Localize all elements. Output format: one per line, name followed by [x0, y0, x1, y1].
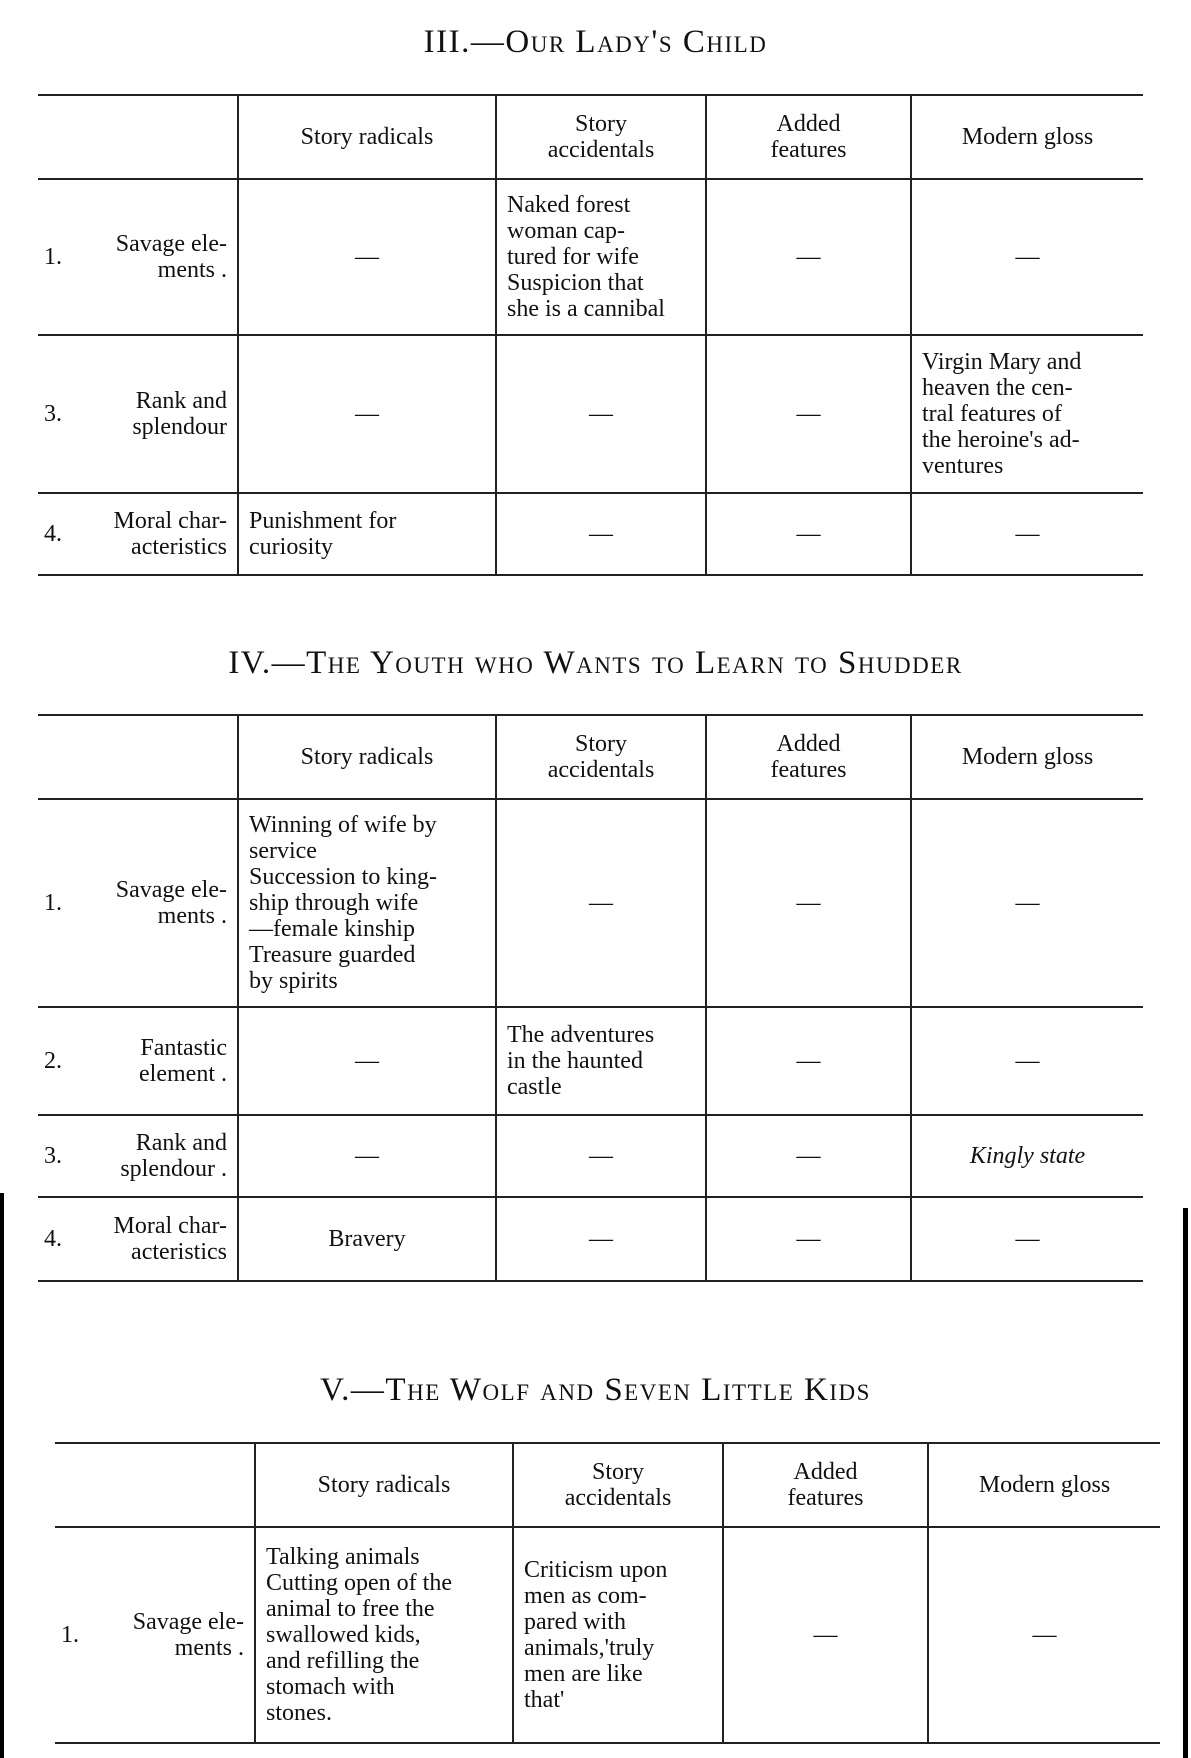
row-label-text: Rank and splendour . [120, 1130, 227, 1182]
row-label-text: Fantastic element . [139, 1035, 227, 1087]
table-row [55, 1527, 1160, 1743]
table-row [38, 179, 1143, 335]
row-number: 1. [44, 890, 62, 916]
section-title: IV.—The Youth who Wants to Learn to Shudder [228, 645, 963, 681]
cell-story-radicals: — [238, 335, 496, 493]
row-label [38, 1115, 238, 1197]
cell-added-features: — [723, 1527, 928, 1743]
row-number: 3. [44, 401, 62, 427]
page-edge-rule-right [1183, 1208, 1188, 1758]
cell-added-features: — [706, 179, 911, 335]
header-row [55, 1443, 1160, 1527]
cell-modern-gloss: Kingly state [911, 1115, 1143, 1197]
row-label [38, 493, 238, 575]
row-label [55, 1527, 255, 1743]
cell-modern-gloss: — [911, 1007, 1143, 1115]
cell-modern-gloss: — [911, 799, 1143, 1007]
table-row [38, 493, 1143, 575]
cell-story-accidentals: Criticism upon men as com- pared with animals,'truly men are like that' [513, 1527, 723, 1743]
page-edge-rule-left [0, 1193, 4, 1758]
cell-story-accidentals: — [496, 493, 706, 575]
cell-added-features: — [706, 1007, 911, 1115]
header-added-features: Added features [706, 715, 911, 799]
header-modern-gloss: Modern gloss [911, 95, 1143, 179]
row-label [38, 335, 238, 493]
header-story-radicals: Story radicals [255, 1443, 513, 1527]
section-title: V.—The Wolf and Seven Little Kids [320, 1372, 871, 1408]
row-number: 3. [44, 1143, 62, 1169]
row-label [38, 179, 238, 335]
cell-story-accidentals: — [496, 335, 706, 493]
cell-story-radicals: Punishment for curiosity [238, 493, 496, 575]
header-story-accidentals: Story accidentals [496, 715, 706, 799]
header-modern-gloss: Modern gloss [928, 1443, 1160, 1527]
header-story-radicals: Story radicals [238, 715, 496, 799]
header-row [38, 715, 1143, 799]
header-added-features: Added features [723, 1443, 928, 1527]
cell-added-features: — [706, 799, 911, 1007]
row-label-text: Savage ele- ments . [132, 1609, 244, 1661]
cell-modern-gloss: — [911, 493, 1143, 575]
row-label-text: Rank and splendour [132, 388, 227, 440]
row-number: 4. [44, 521, 62, 547]
header-blank [38, 95, 238, 179]
row-number: 1. [44, 244, 62, 270]
table-row [38, 1197, 1143, 1281]
cell-story-radicals: — [238, 1115, 496, 1197]
header-row [38, 95, 1143, 179]
cell-story-accidentals: Naked forest woman cap- tured for wife Suspicion that she is a cannibal [496, 179, 706, 335]
row-label [38, 799, 238, 1007]
story-table-iv [38, 714, 1143, 1282]
row-label [38, 1197, 238, 1281]
row-number: 2. [44, 1048, 62, 1074]
story-table-v [55, 1442, 1160, 1744]
row-label-text: Savage ele- ments . [115, 877, 227, 929]
row-label-text: Moral char- acteristics [113, 1213, 227, 1265]
cell-modern-gloss: Virgin Mary and heaven the cen- tral features of the heroine's ad- ventures [911, 335, 1143, 493]
table-row [38, 799, 1143, 1007]
row-label-text: Moral char- acteristics [113, 508, 227, 560]
cell-story-radicals: — [238, 1007, 496, 1115]
row-number: 1. [61, 1622, 79, 1648]
cell-added-features: — [706, 493, 911, 575]
section-title: III.—Our Lady's Child [423, 24, 768, 60]
cell-story-accidentals: — [496, 1197, 706, 1281]
cell-added-features: — [706, 335, 911, 493]
cell-added-features: — [706, 1197, 911, 1281]
table-row [38, 335, 1143, 493]
cell-story-accidentals: — [496, 799, 706, 1007]
header-added-features: Added features [706, 95, 911, 179]
header-blank [38, 715, 238, 799]
cell-added-features: — [706, 1115, 911, 1197]
cell-modern-gloss: — [928, 1527, 1160, 1743]
cell-story-radicals: — [238, 179, 496, 335]
table-row [38, 1007, 1143, 1115]
header-modern-gloss: Modern gloss [911, 715, 1143, 799]
header-story-accidentals: Story accidentals [513, 1443, 723, 1527]
cell-story-radicals: Bravery [238, 1197, 496, 1281]
row-label-text: Savage ele- ments . [115, 231, 227, 283]
table-row [38, 1115, 1143, 1197]
row-number: 4. [44, 1226, 62, 1252]
cell-story-accidentals: — [496, 1115, 706, 1197]
cell-story-radicals: Talking animals Cutting open of the animal to free the swallowed kids, and refilling the stomach with stones. [255, 1527, 513, 1743]
cell-modern-gloss: — [911, 179, 1143, 335]
header-story-radicals: Story radicals [238, 95, 496, 179]
header-blank [55, 1443, 255, 1527]
cell-modern-gloss: — [911, 1197, 1143, 1281]
story-table-iii [38, 94, 1143, 576]
row-label [38, 1007, 238, 1115]
header-story-accidentals: Story accidentals [496, 95, 706, 179]
cell-story-radicals: Winning of wife by service Succession to king- ship through wife —female kinship Treasure guarded by spirits [238, 799, 496, 1007]
cell-story-accidentals: The adventures in the haunted castle [496, 1007, 706, 1115]
